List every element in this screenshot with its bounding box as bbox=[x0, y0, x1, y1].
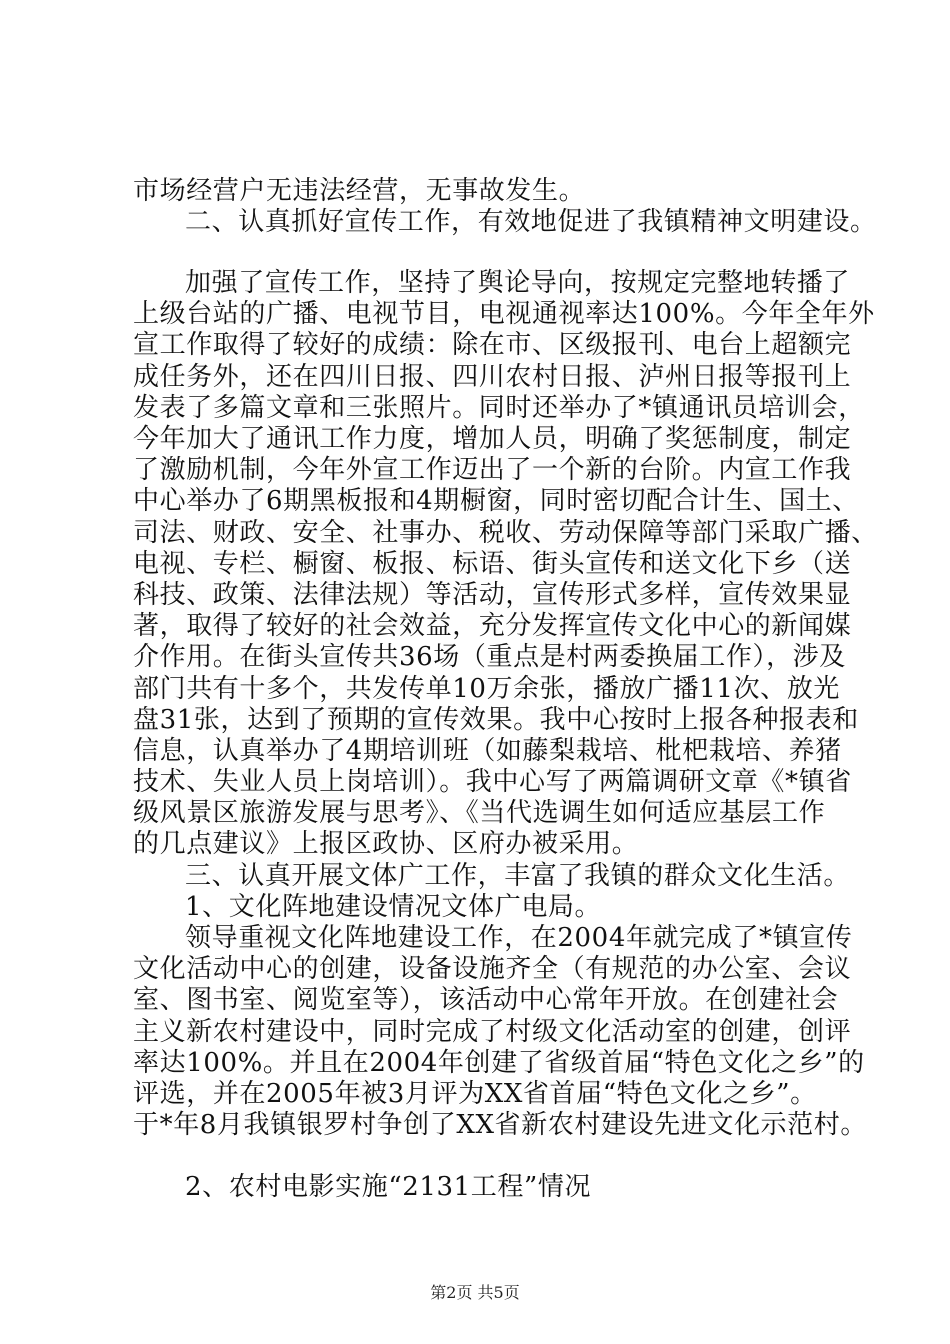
text-line: 文化活动中心的创建，设备设施齐全（有规范的办公室、会议 bbox=[133, 954, 852, 984]
text-line: 今年加大了通讯工作力度，增加人员，明确了奖惩制度，制定 bbox=[133, 424, 852, 454]
text-line: 司法、财政、安全、社事办、税收、劳动保障等部门采取广播、 bbox=[133, 518, 878, 548]
section-heading: 三、认真开展文体广工作，丰富了我镇的群众文化生活。 bbox=[185, 861, 851, 891]
text-line: 盘31张，达到了预期的宣传效果。我中心按时上报各种报表和 bbox=[133, 705, 859, 735]
text-line: 部门共有十多个，共发传单10万余张，播放广播11次、放光 bbox=[133, 674, 840, 704]
subsection-heading: 2、农村电影实施“2131工程”情况 bbox=[185, 1172, 592, 1202]
text-line: 级风景区旅游发展与思考》、《当代选调生如何适应基层工作 bbox=[133, 798, 826, 828]
text-line: 主义新农村建设中，同时完成了村级文化活动室的创建，创评 bbox=[133, 1017, 852, 1047]
text-line: 评选，并在2005年被3月评为XX省首届“特色文化之乡”。 bbox=[133, 1079, 817, 1109]
text-line: 于*年8月我镇银罗村争创了XX省新农村建设先进文化示范村。 bbox=[133, 1110, 867, 1140]
text-line: 介作用。在街头宣传共36场（重点是村两委换届工作），涉及 bbox=[133, 642, 846, 672]
text-line: 宣工作取得了较好的成绩：除在市、区级报刊、电台上超额完 bbox=[133, 330, 852, 360]
text-line: 发表了多篇文章和三张照片。同时还举办了*镇通讯员培训会， bbox=[133, 393, 865, 423]
text-line: 成任务外，还在四川日报、四川农村日报、泸州日报等报刊上 bbox=[133, 362, 852, 392]
text-line: 科技、政策、法律法规）等活动，宣传形式多样，宣传效果显 bbox=[133, 580, 852, 610]
text-line: 加强了宣传工作，坚持了舆论导向，按规定完整地转播了 bbox=[185, 268, 851, 298]
text-line: 信息，认真举办了4期培训班（如藤梨栽培、枇杷栽培、养猪 bbox=[133, 736, 842, 766]
text-line: 市场经营户无违法经营，无事故发生。 bbox=[133, 176, 586, 206]
text-line: 领导重视文化阵地建设工作，在2004年就完成了*镇宣传 bbox=[185, 923, 853, 953]
page-number: 第2页 共5页 bbox=[430, 1283, 520, 1302]
text-line: 上级台站的广播、电视节目，电视通视率达100%。今年全年外 bbox=[133, 299, 875, 329]
text-line: 室、图书室、阅览室等），该活动中心常年开放。在创建社会 bbox=[133, 985, 839, 1015]
text-line: 中心举办了6期黑板报和4期橱窗，同时密切配合计生、国土、 bbox=[133, 486, 859, 516]
text-line: 了激励机制，今年外宣工作迈出了一个新的台阶。内宣工作我 bbox=[133, 455, 852, 485]
text-line: 技术、失业人员上岗培训）。我中心写了两篇调研文章《*镇省 bbox=[133, 767, 852, 797]
text-line: 的几点建议》上报区政协、区府办被采用。 bbox=[133, 829, 639, 859]
subsection-heading: 1、文化阵地建设情况文体广电局。 bbox=[185, 892, 602, 922]
text-line: 率达100%。并且在2004年创建了省级首届“特色文化之乡”的 bbox=[133, 1048, 865, 1078]
section-heading: 二、认真抓好宣传工作，有效地促进了我镇精神文明建设。 bbox=[185, 207, 877, 237]
text-line: 电视、专栏、橱窗、板报、标语、街头宣传和送文化下乡（送 bbox=[133, 549, 852, 579]
text-line: 著，取得了较好的社会效益，充分发挥宣传文化中心的新闻媒 bbox=[133, 611, 852, 641]
